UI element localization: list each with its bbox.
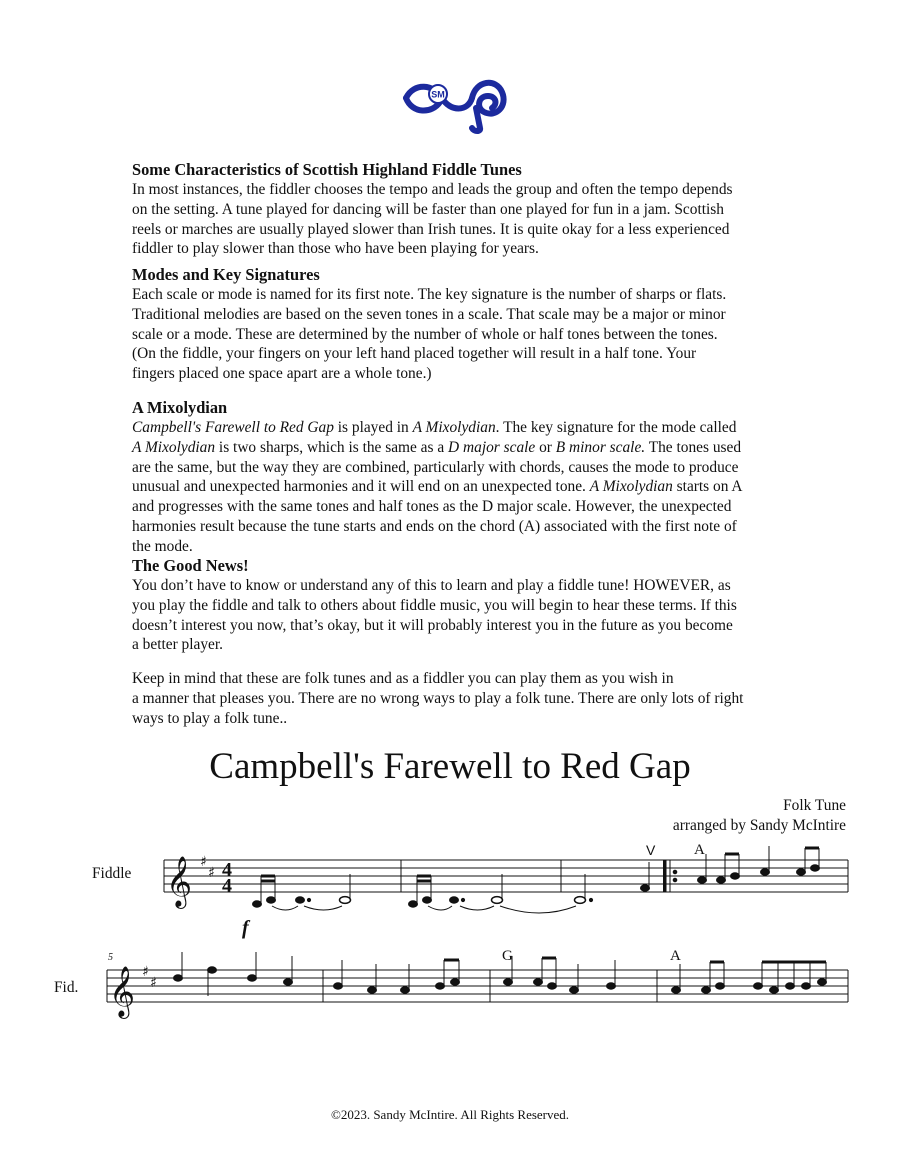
sharp-f-icon: ♯ [200,854,207,870]
chord-symbol: A [670,948,681,964]
body-line: fiddler to play slower than those who have been playing for years. [132,240,539,258]
sharp-c-icon: ♯ [150,975,157,991]
closing-paragraph [132,669,792,728]
treble-clef-icon: 𝄞 [109,966,136,1017]
section-heading: The Good News! [132,556,249,575]
body-line: In most instances, the fiddler chooses the tempo and leads the group and often the tempo depends [132,181,733,198]
composer-credit: Folk Tune [783,797,846,814]
section-good-news [132,556,792,655]
arranger-credit: arranged by Sandy McIntire [672,817,846,834]
body-line: reels or marches are usually played slower than Irish tunes. It is quite okay for a less experienced [132,220,730,238]
time-signature-bottom: 4 [222,875,232,897]
up-bow-mark: V [646,842,656,858]
music-score [0,830,900,1030]
body-line: You don’t have to know or understand any of this to learn and play a fiddle tune! HOWEVER, as [132,577,731,594]
body-line: on the setting. A tune played for dancing will be faster than one played for fun in a jam. Scottish [132,200,724,218]
body-line: A Mixolydian is two sharps, which is the same as a D major scale or B minor scale. The tones used [132,438,742,456]
chord-symbol: G [502,948,513,964]
chord-symbol: A [694,842,705,858]
sharp-f-icon: ♯ [142,964,149,980]
body-line: you play the fiddle and talk to others about fiddle music, you will begin to hear these terms. If this [132,596,737,614]
measure-2 [409,874,577,913]
measure-number: 5 [108,952,113,963]
measure-6 [334,960,460,993]
body-line: Campbell's Farewell to Red Gap is played in A Mixolydian. The key signature for the mode called [132,419,737,436]
body-line: the mode. [132,537,193,555]
staff-2 [107,970,848,1002]
body-line: and progresses with the same tones and half tones as the D major scale. However, the unexpected [132,498,732,516]
instrument-name-short: Fid. [54,979,79,996]
body-line: (On the fiddle, your fingers on your left hand placed together will result in a half tone. Your [132,345,697,363]
body-line: Keep in mind that these are folk tunes and as a fiddler you can play them as you wish in [132,670,674,687]
section-a-mixolydian [132,398,792,557]
body-line: fingers placed one space apart are a whole tone.) [132,365,432,383]
body-line: are the same, but the way they are combined, particularly with chords, causes the mode to produce [132,458,739,476]
body-line: ways to play a folk tune.. [132,709,288,727]
measure-5 [174,952,293,996]
logo-text: SM [431,89,445,100]
section-characteristics [132,160,792,259]
treble-clef-icon: 𝄞 [166,856,193,907]
body-line: a better player. [132,636,224,654]
body-line: unusual and unexpected harmonies and it will end on an unexpected tone. A Mixolydian starts on A [132,478,743,496]
sm-treble-clef-logo [392,68,516,134]
copyright-footer: ©2023. Sandy McIntire. All Rights Reserved. [330,1107,570,1122]
body-line: doesn’t interest you now, that’s okay, but it will probably interest you in the future as you become [132,616,733,634]
body-line: scale or a mode. These are determined by the number of whole or half tones between the tones. [132,325,718,343]
body-line: Traditional melodies are based on the seven tones in a scale. That scale may be a major or minor [132,305,726,323]
measure-7 [504,956,616,993]
time-signature-top: 4 [222,859,232,881]
sharp-c-icon: ♯ [208,865,215,881]
score-title: Campbell's Farewell to Red Gap [209,746,691,787]
section-heading: A Mixolydian [132,398,228,417]
measure-4 [698,846,820,883]
dynamic-forte: f [242,917,249,939]
instrument-name: Fiddle [92,865,132,882]
section-modes-key-signatures [132,265,792,384]
section-heading: Modes and Key Signatures [132,265,320,284]
body-line: a manner that pleases you. There are no wrong ways to play a folk tune. There are only lots of right [132,689,744,707]
body-line: harmonies result because the tune starts and ends on the chord (A) associated with the first note of [132,517,737,535]
body-line: Each scale or mode is named for its first note. The key signature is the number of sharps or flats. [132,286,727,303]
section-heading: Some Characteristics of Scottish Highland Fiddle Tunes [132,160,522,179]
